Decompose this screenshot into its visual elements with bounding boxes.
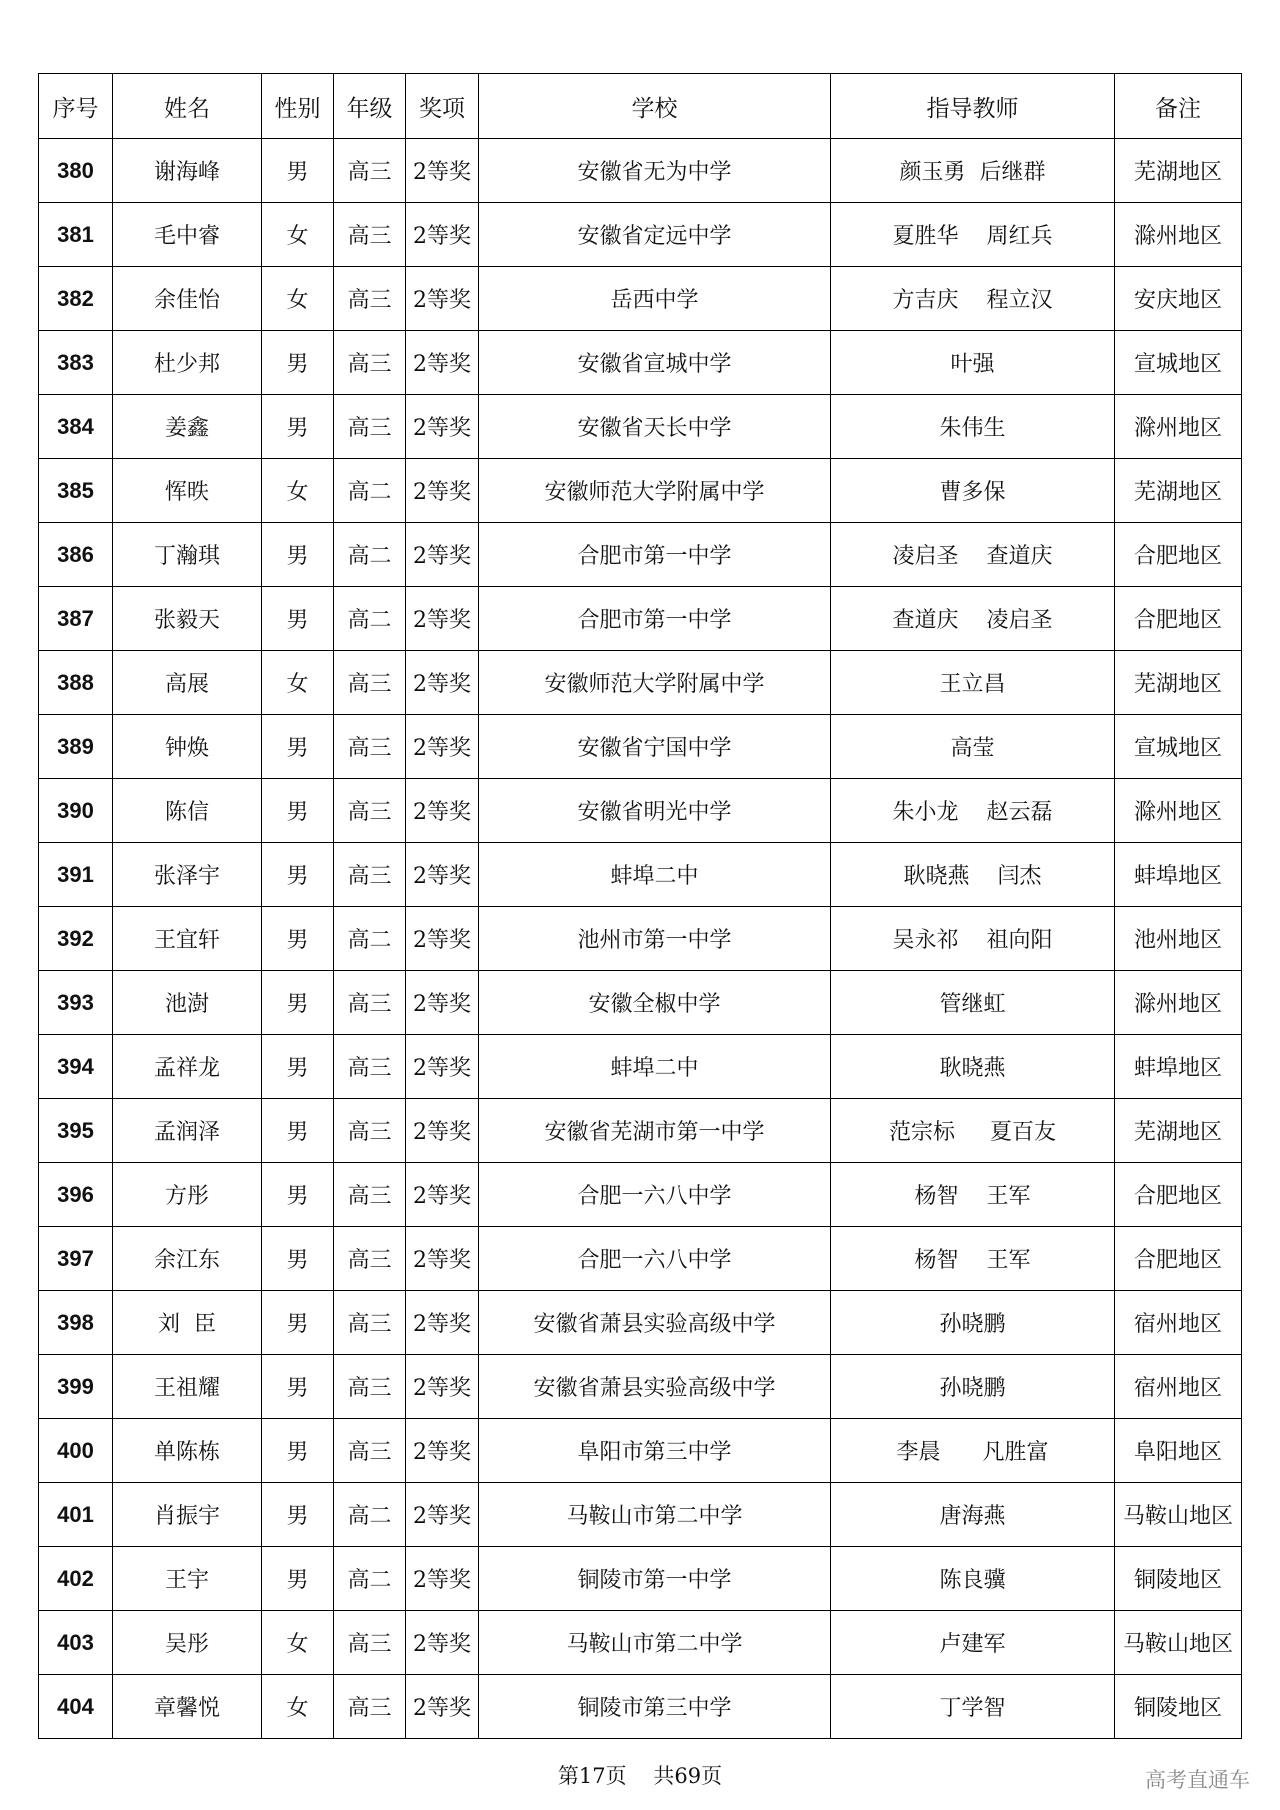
header-region: 备注 — [1115, 74, 1242, 139]
cell-school: 铜陵市第一中学 — [479, 1547, 831, 1611]
cell-gender: 男 — [262, 715, 334, 779]
cell-award: 2等奖 — [406, 331, 479, 395]
table-row — [39, 523, 1242, 587]
cell-teacher: 朱小龙 赵云磊 — [831, 779, 1115, 843]
cell-grade: 高三 — [334, 971, 406, 1035]
cell-name: 孟祥龙 — [113, 1035, 262, 1099]
table-row — [39, 587, 1242, 651]
cell-name: 池澍 — [113, 971, 262, 1035]
cell-school: 马鞍山市第二中学 — [479, 1611, 831, 1675]
cell-name: 谢海峰 — [113, 139, 262, 203]
cell-grade: 高二 — [334, 1483, 406, 1547]
cell-teacher: 王立昌 — [831, 651, 1115, 715]
cell-index: 383 — [39, 331, 113, 395]
cell-region: 铜陵地区 — [1115, 1547, 1242, 1611]
cell-region: 蚌埠地区 — [1115, 1035, 1242, 1099]
cell-school: 安徽全椒中学 — [479, 971, 831, 1035]
cell-award: 2等奖 — [406, 971, 479, 1035]
cell-region: 宣城地区 — [1115, 715, 1242, 779]
cell-index: 390 — [39, 779, 113, 843]
cell-region: 马鞍山地区 — [1115, 1611, 1242, 1675]
cell-index: 392 — [39, 907, 113, 971]
cell-teacher: 曹多保 — [831, 459, 1115, 523]
cell-gender: 女 — [262, 1675, 334, 1739]
cell-index: 399 — [39, 1355, 113, 1419]
table-row — [39, 1099, 1242, 1163]
watermark: 高考直通车 — [1145, 1768, 1250, 1792]
cell-grade: 高三 — [334, 715, 406, 779]
cell-region: 蚌埠地区 — [1115, 843, 1242, 907]
header-row — [39, 74, 1242, 139]
table-header — [39, 74, 1242, 139]
cell-gender: 男 — [262, 1483, 334, 1547]
cell-name: 张泽宇 — [113, 843, 262, 907]
cell-region: 芜湖地区 — [1115, 1099, 1242, 1163]
cell-award: 2等奖 — [406, 1611, 479, 1675]
cell-gender: 男 — [262, 779, 334, 843]
cell-grade: 高三 — [334, 267, 406, 331]
cell-gender: 男 — [262, 1099, 334, 1163]
cell-name: 章馨悦 — [113, 1675, 262, 1739]
cell-name: 丁瀚琪 — [113, 523, 262, 587]
header-teacher: 指导教师 — [831, 74, 1115, 139]
cell-school: 蚌埠二中 — [479, 843, 831, 907]
cell-school: 合肥一六八中学 — [479, 1227, 831, 1291]
cell-index: 391 — [39, 843, 113, 907]
cell-school: 蚌埠二中 — [479, 1035, 831, 1099]
cell-index: 401 — [39, 1483, 113, 1547]
cell-school: 安徽省明光中学 — [479, 779, 831, 843]
cell-region: 滁州地区 — [1115, 203, 1242, 267]
cell-award: 2等奖 — [406, 651, 479, 715]
cell-gender: 女 — [262, 267, 334, 331]
cell-region: 宣城地区 — [1115, 331, 1242, 395]
cell-name: 吴彤 — [113, 1611, 262, 1675]
cell-gender: 男 — [262, 139, 334, 203]
cell-award: 2等奖 — [406, 395, 479, 459]
cell-teacher: 高莹 — [831, 715, 1115, 779]
cell-grade: 高三 — [334, 331, 406, 395]
cell-name: 杜少邦 — [113, 331, 262, 395]
cell-award: 2等奖 — [406, 459, 479, 523]
cell-award: 2等奖 — [406, 1355, 479, 1419]
cell-school: 安徽省无为中学 — [479, 139, 831, 203]
cell-school: 安徽省宣城中学 — [479, 331, 831, 395]
cell-grade: 高三 — [334, 651, 406, 715]
table-row — [39, 267, 1242, 331]
cell-award: 2等奖 — [406, 907, 479, 971]
table-row — [39, 395, 1242, 459]
cell-region: 安庆地区 — [1115, 267, 1242, 331]
cell-name: 孟润泽 — [113, 1099, 262, 1163]
header-school: 学校 — [479, 74, 831, 139]
cell-teacher: 颜玉勇 后继群 — [831, 139, 1115, 203]
cell-award: 2等奖 — [406, 1291, 479, 1355]
cell-award: 2等奖 — [406, 1227, 479, 1291]
cell-index: 384 — [39, 395, 113, 459]
cell-gender: 男 — [262, 1419, 334, 1483]
cell-teacher: 凌启圣 查道庆 — [831, 523, 1115, 587]
cell-gender: 男 — [262, 1163, 334, 1227]
cell-award: 2等奖 — [406, 523, 479, 587]
cell-teacher: 陈良骥 — [831, 1547, 1115, 1611]
cell-gender: 女 — [262, 459, 334, 523]
cell-region: 芜湖地区 — [1115, 651, 1242, 715]
cell-school: 阜阳市第三中学 — [479, 1419, 831, 1483]
cell-name: 钟焕 — [113, 715, 262, 779]
cell-school: 安徽省定远中学 — [479, 203, 831, 267]
cell-index: 404 — [39, 1675, 113, 1739]
cell-index: 382 — [39, 267, 113, 331]
cell-region: 芜湖地区 — [1115, 139, 1242, 203]
cell-teacher: 李晨 凡胜富 — [831, 1419, 1115, 1483]
cell-index: 386 — [39, 523, 113, 587]
cell-name: 高展 — [113, 651, 262, 715]
table-body — [39, 139, 1242, 1739]
cell-index: 388 — [39, 651, 113, 715]
cell-teacher: 唐海燕 — [831, 1483, 1115, 1547]
table-row — [39, 1163, 1242, 1227]
header-gender: 性别 — [262, 74, 334, 139]
cell-name: 王宇 — [113, 1547, 262, 1611]
cell-grade: 高三 — [334, 1419, 406, 1483]
cell-grade: 高二 — [334, 587, 406, 651]
cell-school: 合肥市第一中学 — [479, 587, 831, 651]
cell-award: 2等奖 — [406, 139, 479, 203]
table-row — [39, 907, 1242, 971]
cell-index: 387 — [39, 587, 113, 651]
cell-award: 2等奖 — [406, 1099, 479, 1163]
cell-school: 安徽师范大学附属中学 — [479, 651, 831, 715]
cell-name: 刘 臣 — [113, 1291, 262, 1355]
cell-award: 2等奖 — [406, 843, 479, 907]
cell-award: 2等奖 — [406, 1483, 479, 1547]
cell-grade: 高三 — [334, 203, 406, 267]
cell-region: 宿州地区 — [1115, 1355, 1242, 1419]
cell-index: 381 — [39, 203, 113, 267]
cell-award: 2等奖 — [406, 779, 479, 843]
cell-grade: 高三 — [334, 1035, 406, 1099]
cell-region: 合肥地区 — [1115, 523, 1242, 587]
table-row — [39, 779, 1242, 843]
cell-teacher: 吴永祁 祖向阳 — [831, 907, 1115, 971]
table-row — [39, 1483, 1242, 1547]
cell-name: 肖振宇 — [113, 1483, 262, 1547]
cell-award: 2等奖 — [406, 1675, 479, 1739]
cell-school: 安徽省天长中学 — [479, 395, 831, 459]
cell-school: 池州市第一中学 — [479, 907, 831, 971]
cell-grade: 高二 — [334, 1547, 406, 1611]
cell-school: 马鞍山市第二中学 — [479, 1483, 831, 1547]
cell-name: 姜鑫 — [113, 395, 262, 459]
cell-teacher: 孙晓鹏 — [831, 1355, 1115, 1419]
cell-school: 安徽师范大学附属中学 — [479, 459, 831, 523]
cell-region: 滁州地区 — [1115, 395, 1242, 459]
cell-region: 合肥地区 — [1115, 587, 1242, 651]
cell-school: 岳西中学 — [479, 267, 831, 331]
table-row — [39, 1675, 1242, 1739]
table-row — [39, 1227, 1242, 1291]
cell-school: 安徽省芜湖市第一中学 — [479, 1099, 831, 1163]
cell-index: 402 — [39, 1547, 113, 1611]
cell-gender: 男 — [262, 1035, 334, 1099]
cell-teacher: 朱伟生 — [831, 395, 1115, 459]
cell-award: 2等奖 — [406, 587, 479, 651]
cell-index: 394 — [39, 1035, 113, 1099]
cell-name: 王宜轩 — [113, 907, 262, 971]
header-award: 奖项 — [406, 74, 479, 139]
cell-school: 合肥市第一中学 — [479, 523, 831, 587]
cell-gender: 男 — [262, 523, 334, 587]
cell-index: 397 — [39, 1227, 113, 1291]
cell-grade: 高二 — [334, 907, 406, 971]
cell-name: 张毅天 — [113, 587, 262, 651]
cell-name: 余佳怡 — [113, 267, 262, 331]
cell-index: 398 — [39, 1291, 113, 1355]
cell-grade: 高三 — [334, 1099, 406, 1163]
cell-school: 安徽省萧县实验高级中学 — [479, 1355, 831, 1419]
cell-gender: 男 — [262, 907, 334, 971]
cell-index: 385 — [39, 459, 113, 523]
cell-school: 合肥一六八中学 — [479, 1163, 831, 1227]
cell-index: 380 — [39, 139, 113, 203]
cell-gender: 男 — [262, 1227, 334, 1291]
cell-index: 403 — [39, 1611, 113, 1675]
cell-school: 铜陵市第三中学 — [479, 1675, 831, 1739]
cell-teacher: 卢建军 — [831, 1611, 1115, 1675]
table-row — [39, 459, 1242, 523]
cell-award: 2等奖 — [406, 1547, 479, 1611]
cell-region: 池州地区 — [1115, 907, 1242, 971]
cell-grade: 高三 — [334, 1611, 406, 1675]
cell-teacher: 方吉庆 程立汉 — [831, 267, 1115, 331]
cell-award: 2等奖 — [406, 1035, 479, 1099]
cell-grade: 高三 — [334, 1355, 406, 1419]
table-row — [39, 1611, 1242, 1675]
cell-region: 马鞍山地区 — [1115, 1483, 1242, 1547]
cell-gender: 男 — [262, 1547, 334, 1611]
cell-grade: 高三 — [334, 1163, 406, 1227]
cell-gender: 男 — [262, 971, 334, 1035]
cell-gender: 男 — [262, 587, 334, 651]
cell-school: 安徽省宁国中学 — [479, 715, 831, 779]
cell-gender: 女 — [262, 203, 334, 267]
cell-award: 2等奖 — [406, 1163, 479, 1227]
award-table — [38, 73, 1242, 1739]
cell-index: 400 — [39, 1419, 113, 1483]
cell-school: 安徽省萧县实验高级中学 — [479, 1291, 831, 1355]
cell-region: 滁州地区 — [1115, 779, 1242, 843]
cell-teacher: 杨智 王军 — [831, 1227, 1115, 1291]
cell-award: 2等奖 — [406, 267, 479, 331]
cell-region: 铜陵地区 — [1115, 1675, 1242, 1739]
cell-teacher: 管继虹 — [831, 971, 1115, 1035]
cell-award: 2等奖 — [406, 715, 479, 779]
table-row — [39, 203, 1242, 267]
cell-region: 宿州地区 — [1115, 1291, 1242, 1355]
cell-teacher: 范宗标 夏百友 — [831, 1099, 1115, 1163]
cell-grade: 高三 — [334, 139, 406, 203]
table-row — [39, 971, 1242, 1035]
cell-award: 2等奖 — [406, 203, 479, 267]
cell-grade: 高三 — [334, 1675, 406, 1739]
table-row — [39, 139, 1242, 203]
table-row — [39, 1355, 1242, 1419]
cell-teacher: 杨智 王军 — [831, 1163, 1115, 1227]
cell-teacher: 夏胜华 周红兵 — [831, 203, 1115, 267]
cell-name: 毛中睿 — [113, 203, 262, 267]
cell-region: 滁州地区 — [1115, 971, 1242, 1035]
cell-region: 阜阳地区 — [1115, 1419, 1242, 1483]
cell-region: 芜湖地区 — [1115, 459, 1242, 523]
table-row — [39, 331, 1242, 395]
cell-region: 合肥地区 — [1115, 1227, 1242, 1291]
cell-teacher: 耿晓燕 闫杰 — [831, 843, 1115, 907]
cell-name: 余江东 — [113, 1227, 262, 1291]
table-row — [39, 1035, 1242, 1099]
cell-region: 合肥地区 — [1115, 1163, 1242, 1227]
header-grade: 年级 — [334, 74, 406, 139]
cell-award: 2等奖 — [406, 1419, 479, 1483]
cell-teacher: 查道庆 凌启圣 — [831, 587, 1115, 651]
cell-index: 396 — [39, 1163, 113, 1227]
cell-name: 单陈栋 — [113, 1419, 262, 1483]
cell-gender: 男 — [262, 331, 334, 395]
header-index: 序号 — [39, 74, 113, 139]
cell-gender: 女 — [262, 651, 334, 715]
table-row — [39, 1419, 1242, 1483]
cell-name: 方彤 — [113, 1163, 262, 1227]
cell-grade: 高二 — [334, 523, 406, 587]
table-row — [39, 1291, 1242, 1355]
cell-index: 395 — [39, 1099, 113, 1163]
table-row — [39, 715, 1242, 779]
table-row — [39, 843, 1242, 907]
table-row — [39, 651, 1242, 715]
cell-index: 389 — [39, 715, 113, 779]
cell-gender: 男 — [262, 1291, 334, 1355]
cell-teacher: 耿晓燕 — [831, 1035, 1115, 1099]
cell-grade: 高三 — [334, 1291, 406, 1355]
cell-gender: 男 — [262, 1355, 334, 1419]
cell-teacher: 叶强 — [831, 331, 1115, 395]
cell-name: 王祖耀 — [113, 1355, 262, 1419]
cell-teacher: 丁学智 — [831, 1675, 1115, 1739]
table-row — [39, 1547, 1242, 1611]
cell-grade: 高三 — [334, 779, 406, 843]
cell-grade: 高三 — [334, 843, 406, 907]
cell-teacher: 孙晓鹏 — [831, 1291, 1115, 1355]
cell-name: 陈信 — [113, 779, 262, 843]
cell-grade: 高三 — [334, 1227, 406, 1291]
cell-gender: 男 — [262, 843, 334, 907]
cell-gender: 男 — [262, 395, 334, 459]
cell-grade: 高三 — [334, 395, 406, 459]
cell-index: 393 — [39, 971, 113, 1035]
cell-name: 恽昳 — [113, 459, 262, 523]
page-number: 第17页 共69页 — [557, 1764, 723, 1788]
cell-grade: 高二 — [334, 459, 406, 523]
cell-gender: 女 — [262, 1611, 334, 1675]
header-name: 姓名 — [113, 74, 262, 139]
